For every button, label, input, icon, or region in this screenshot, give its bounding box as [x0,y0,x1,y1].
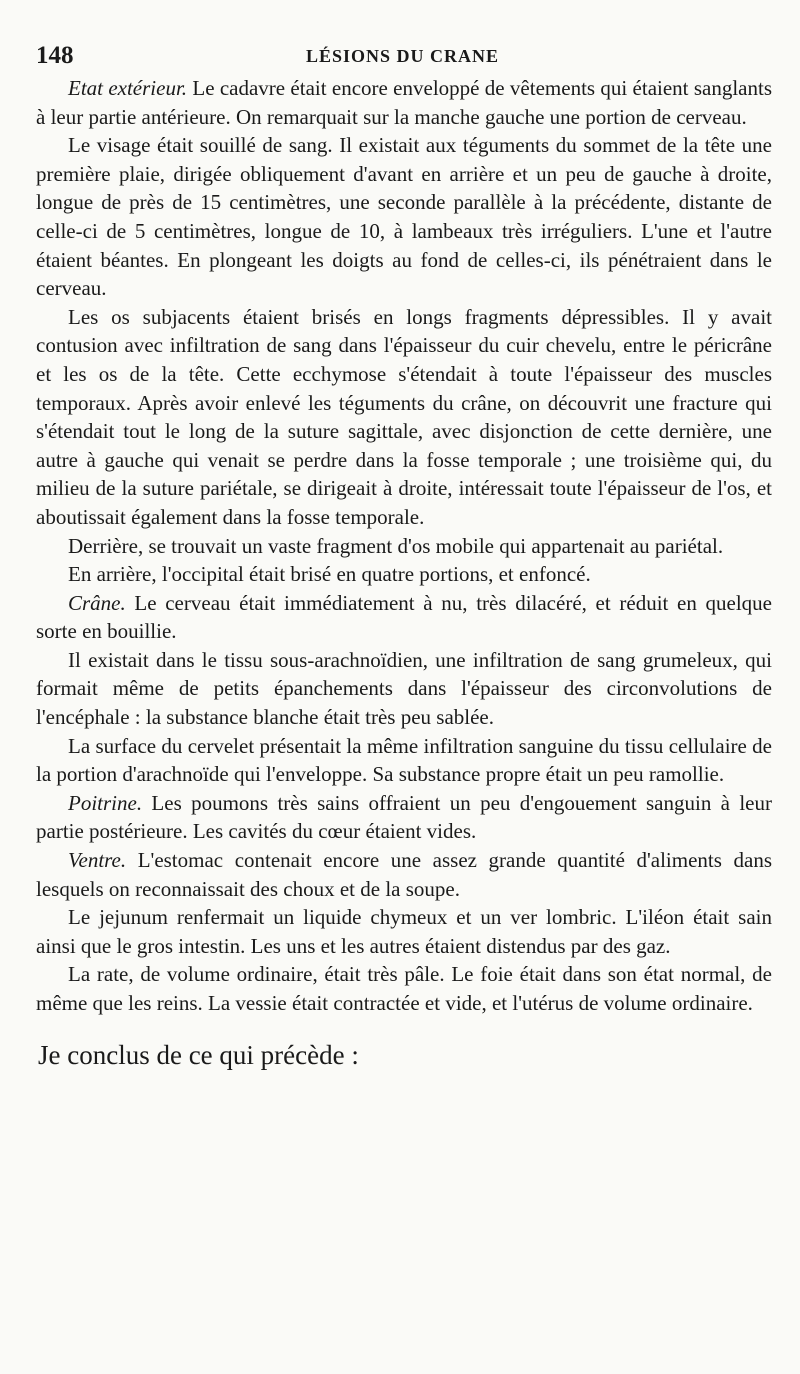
page-header [36,38,772,74]
section-label: Ventre. [68,848,127,873]
paragraph-text: Le visage était souillé de sang. Il existait aux téguments du sommet de la tête une première plaie, dirigée obliquement d'avant en arrière et un peu de gauche à droite, longue de près de 15 centimètres, une seconde parallèle à la précédente, distante de celle-ci de 5 centimètres, longue de 10, à lambeaux très irréguliers. L'une et l'autre étaient béantes. En plongeant les doigts au fond de celles-ci, ils pénétraient dans le cerveau. [36,133,772,301]
paragraph [36,732,772,789]
paragraph-text: Les os subjacents étaient brisés en longs fragments dépressibles. Il y avait contusion avec infiltration de sang dans l'épaisseur du cuir chevelu, entre le péricrâne et les os de la tête. Cette ecchymose s'étendait à toute l'épaisseur des muscles temporaux. Après avoir enlevé les téguments du crâne, on découvrit une fracture qui s'étendait tout le long de la suture sagittale, avec disjonction de cette dernière, une autre à gauche qui venait se perdre dans la fosse temporale ; une troisième qui, du milieu de la suture pariétale, se dirigeait à droite, intéressait toute l'épaisseur de l'os, et aboutissait également dans la fosse temporale. [36,304,772,529]
paragraph [36,131,772,303]
paragraph [36,846,772,903]
section-label: Crâne. [68,590,126,615]
paragraph [36,74,772,131]
paragraph-text: Le jejunum renfermait un liquide chymeux et un ver lombric. L'iléon était sain ainsi que le gros intestin. Les uns et les autres étaient distendus par des gaz. [36,905,772,958]
paragraph-text: Le cadavre était encore enveloppé de vêtements qui étaient sanglants à leur partie antérieure. On remarquait sur la manche gauche une portion de cerveau. [36,76,772,129]
running-head: LÉSIONS DU CRANE [306,46,500,66]
paragraph [36,789,772,846]
paragraph-text: L'estomac contenait encore une assez grande quantité d'aliments dans lesquels on reconnaissait des choux et de la soupe. [36,848,772,901]
paragraph-text: Il existait dans le tissu sous-arachnoïdien, une infiltration de sang grumeleux, qui formait même de petits épanchements dans l'épaisseur des circonvolutions de l'encéphale : la substance blanche était très peu sablée. [36,647,772,730]
paragraph-text: La rate, de volume ordinaire, était très pâle. Le foie était dans son état normal, de même que les reins. La vessie était contractée et vide, et l'utérus de volume ordinaire. [36,962,772,1015]
paragraph-text: Le cerveau était immédiatement à nu, très dilacéré, et réduit en quelque sorte en bouillie. [36,590,772,644]
section-label: Etat extérieur. [68,76,188,100]
paragraph [36,903,772,960]
paragraph-text: Derrière, se trouvait un vaste fragment d'os mobile qui appartenait au pariétal. [68,533,724,558]
paragraph [36,303,772,532]
paragraph-text: Les poumons très sains offraient un peu d'engouement sanguin à leur partie postérieure. Les cavités du cœur étaient vides. [36,790,772,844]
paragraph [36,560,772,589]
paragraph-text: La surface du cervelet présentait la même infiltration sanguine du tissu cellulaire de la portion d'arachnoïde qui l'enveloppe. Sa substance propre était un peu ramollie. [36,733,772,787]
conclusion-heading: Je conclus de ce qui précède : [38,1039,359,1070]
book-page [36,38,772,1071]
page-number: 148 [36,42,74,69]
paragraph [36,589,772,646]
page-body [36,74,772,1018]
paragraph-text: En arrière, l'occipital était brisé en quatre portions, et enfoncé. [68,562,591,587]
section-label: Poitrine. [68,790,143,815]
paragraph [36,960,772,1017]
paragraph [36,646,772,732]
paragraph [36,532,772,561]
